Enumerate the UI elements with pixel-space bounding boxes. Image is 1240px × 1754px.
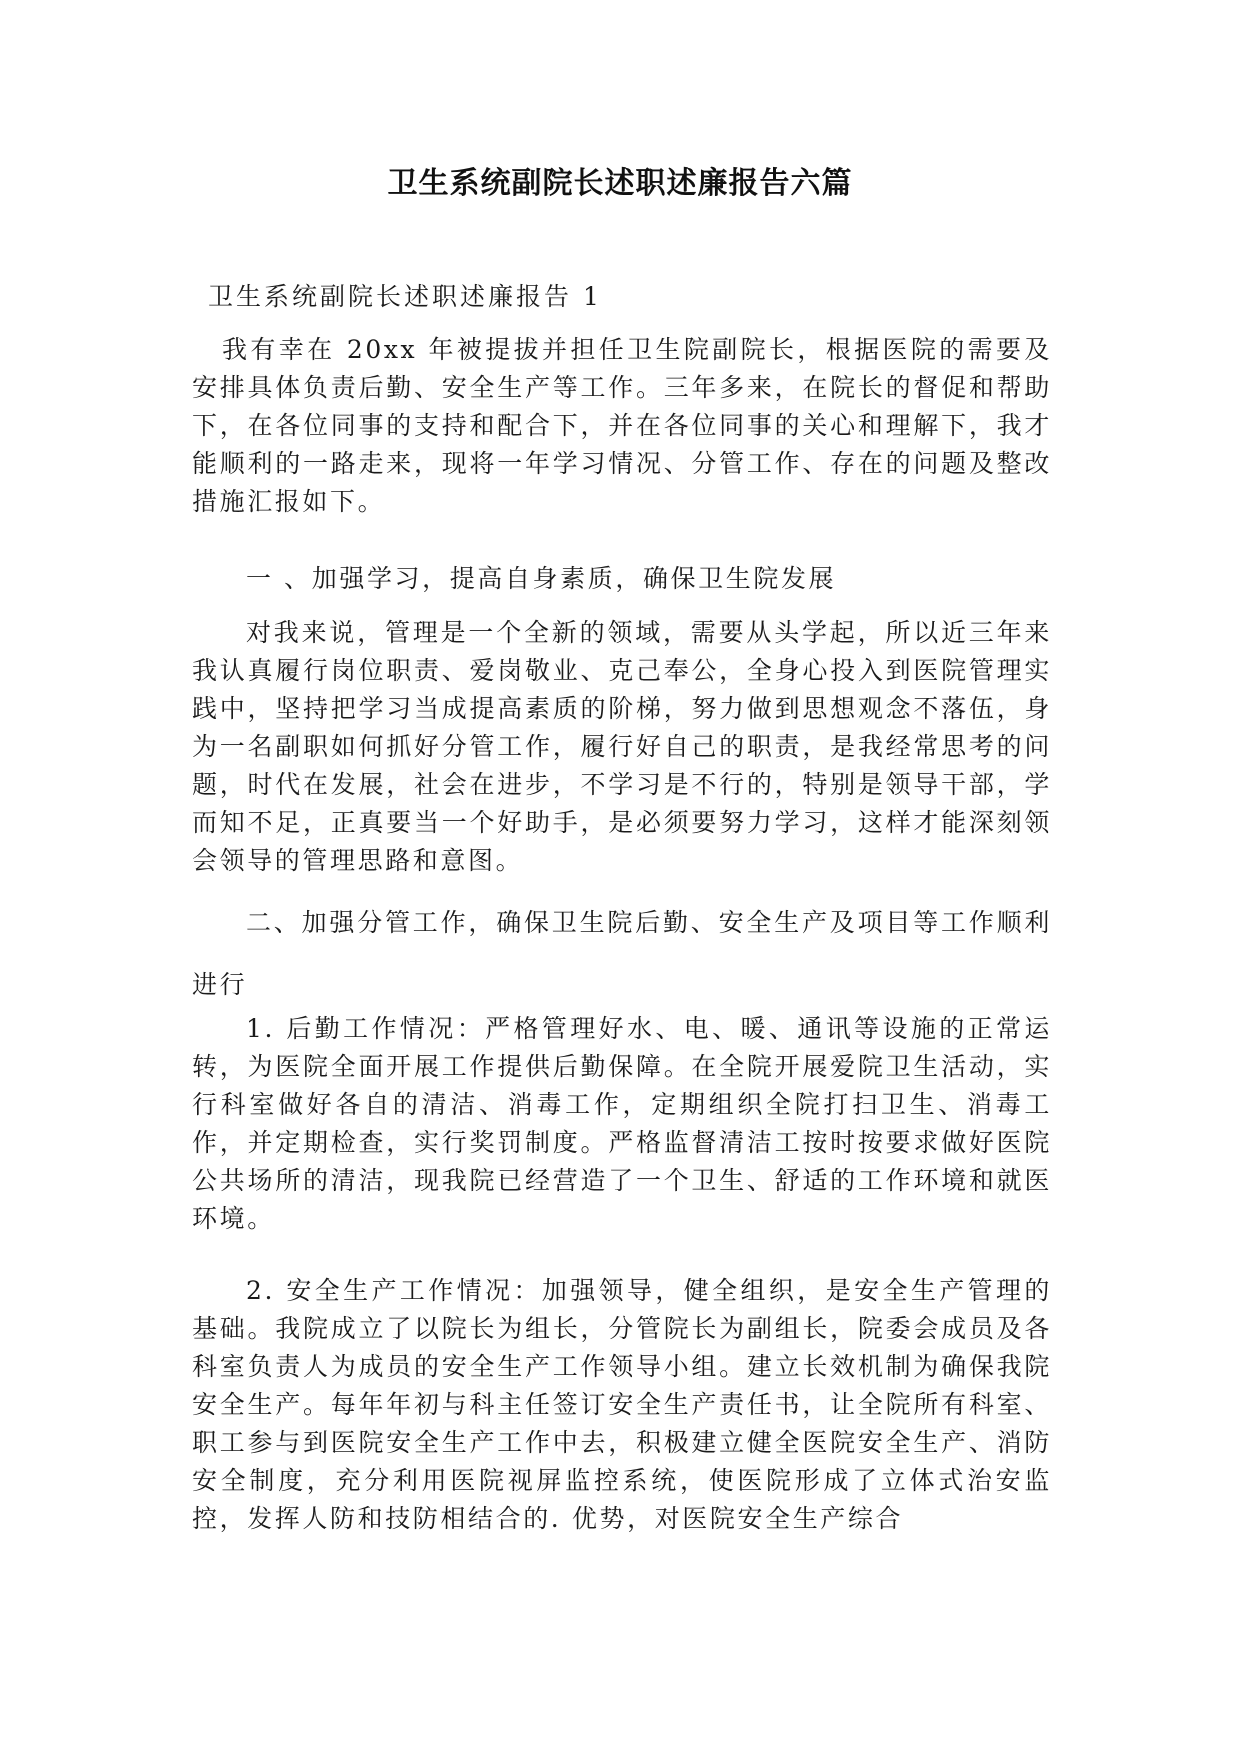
section-1-paragraph: 对我来说，管理是一个全新的领域，需要从头学起，所以近三年来我认真履行岗位职责、爱岗敬业、克己奉公，全身心投入到医院管理实践中，坚持把学习当成提高素质的阶梯，努力做到思想观念不落伍，身为一名副职如何抓好分管工作，履行好自己的职责，是我经常思考的问题，时代在发展，社会在进步，不学习是不行的，特别是领导干部，学而知不足，正真要当一个好助手，是必须要努力学习，这样才能深刻领会领导的管理思路和意图。 xyxy=(192,618,1052,875)
section-heading-1: 一 、加强学习，提高自身素质，确保卫生院发展 xyxy=(246,564,837,593)
document-title: 卫生系统副院长述职述廉报告六篇 xyxy=(387,166,853,201)
safety-paragraph: 2. 安全生产工作情况：加强领导，健全组织，是安全生产管理的基础。我院成立了以院长为组长，分管院长为副组长，院委会成员及各科室负责人为成员的安全生产工作领导小组。建立长效机制为确保我院安全生产。每年年初与科主任签订安全生产责任书，让全院所有科室、职工参与到医院安全生产工作中去，积极建立健全医院安全生产、消防安全制度，充分利用医院视屏监控系统，使医院形成了立体式治安监控，发挥人防和技防相结合的. 优势，对医院安全生产综合 xyxy=(192,1276,1052,1533)
report-subtitle: 卫生系统副院长述职述廉报告 1 xyxy=(208,282,602,311)
logistics-paragraph: 1. 后勤工作情况：严格管理好水、电、暖、通讯等设施的正常运转，为医院全面开展工作提供后勤保障。在全院开展爱院卫生活动，实行科室做好各自的清洁、消毒工作，定期组织全院打扫卫生、消毒工作，并定期检查，实行奖罚制度。严格监督清洁工按时按要求做好医院公共场所的清洁，现我院已经营造了一个卫生、舒适的工作环境和就医环境。 xyxy=(192,1014,1052,1233)
section-heading-2: 二、加强分管工作，确保卫生院后勤、安全生产及项目等工作顺利进行 xyxy=(192,908,1052,999)
intro-paragraph: 我有幸在 20xx 年被提拔并担任卫生院副院长，根据医院的需要及安排具体负责后勤、安全生产等工作。三年多来，在院长的督促和帮助下，在各位同事的支持和配合下，并在各位同事的关心和理解下，我才能顺利的一路走来，现将一年学习情况、分管工作、存在的问题及整改措施汇报如下。 xyxy=(192,335,1052,516)
